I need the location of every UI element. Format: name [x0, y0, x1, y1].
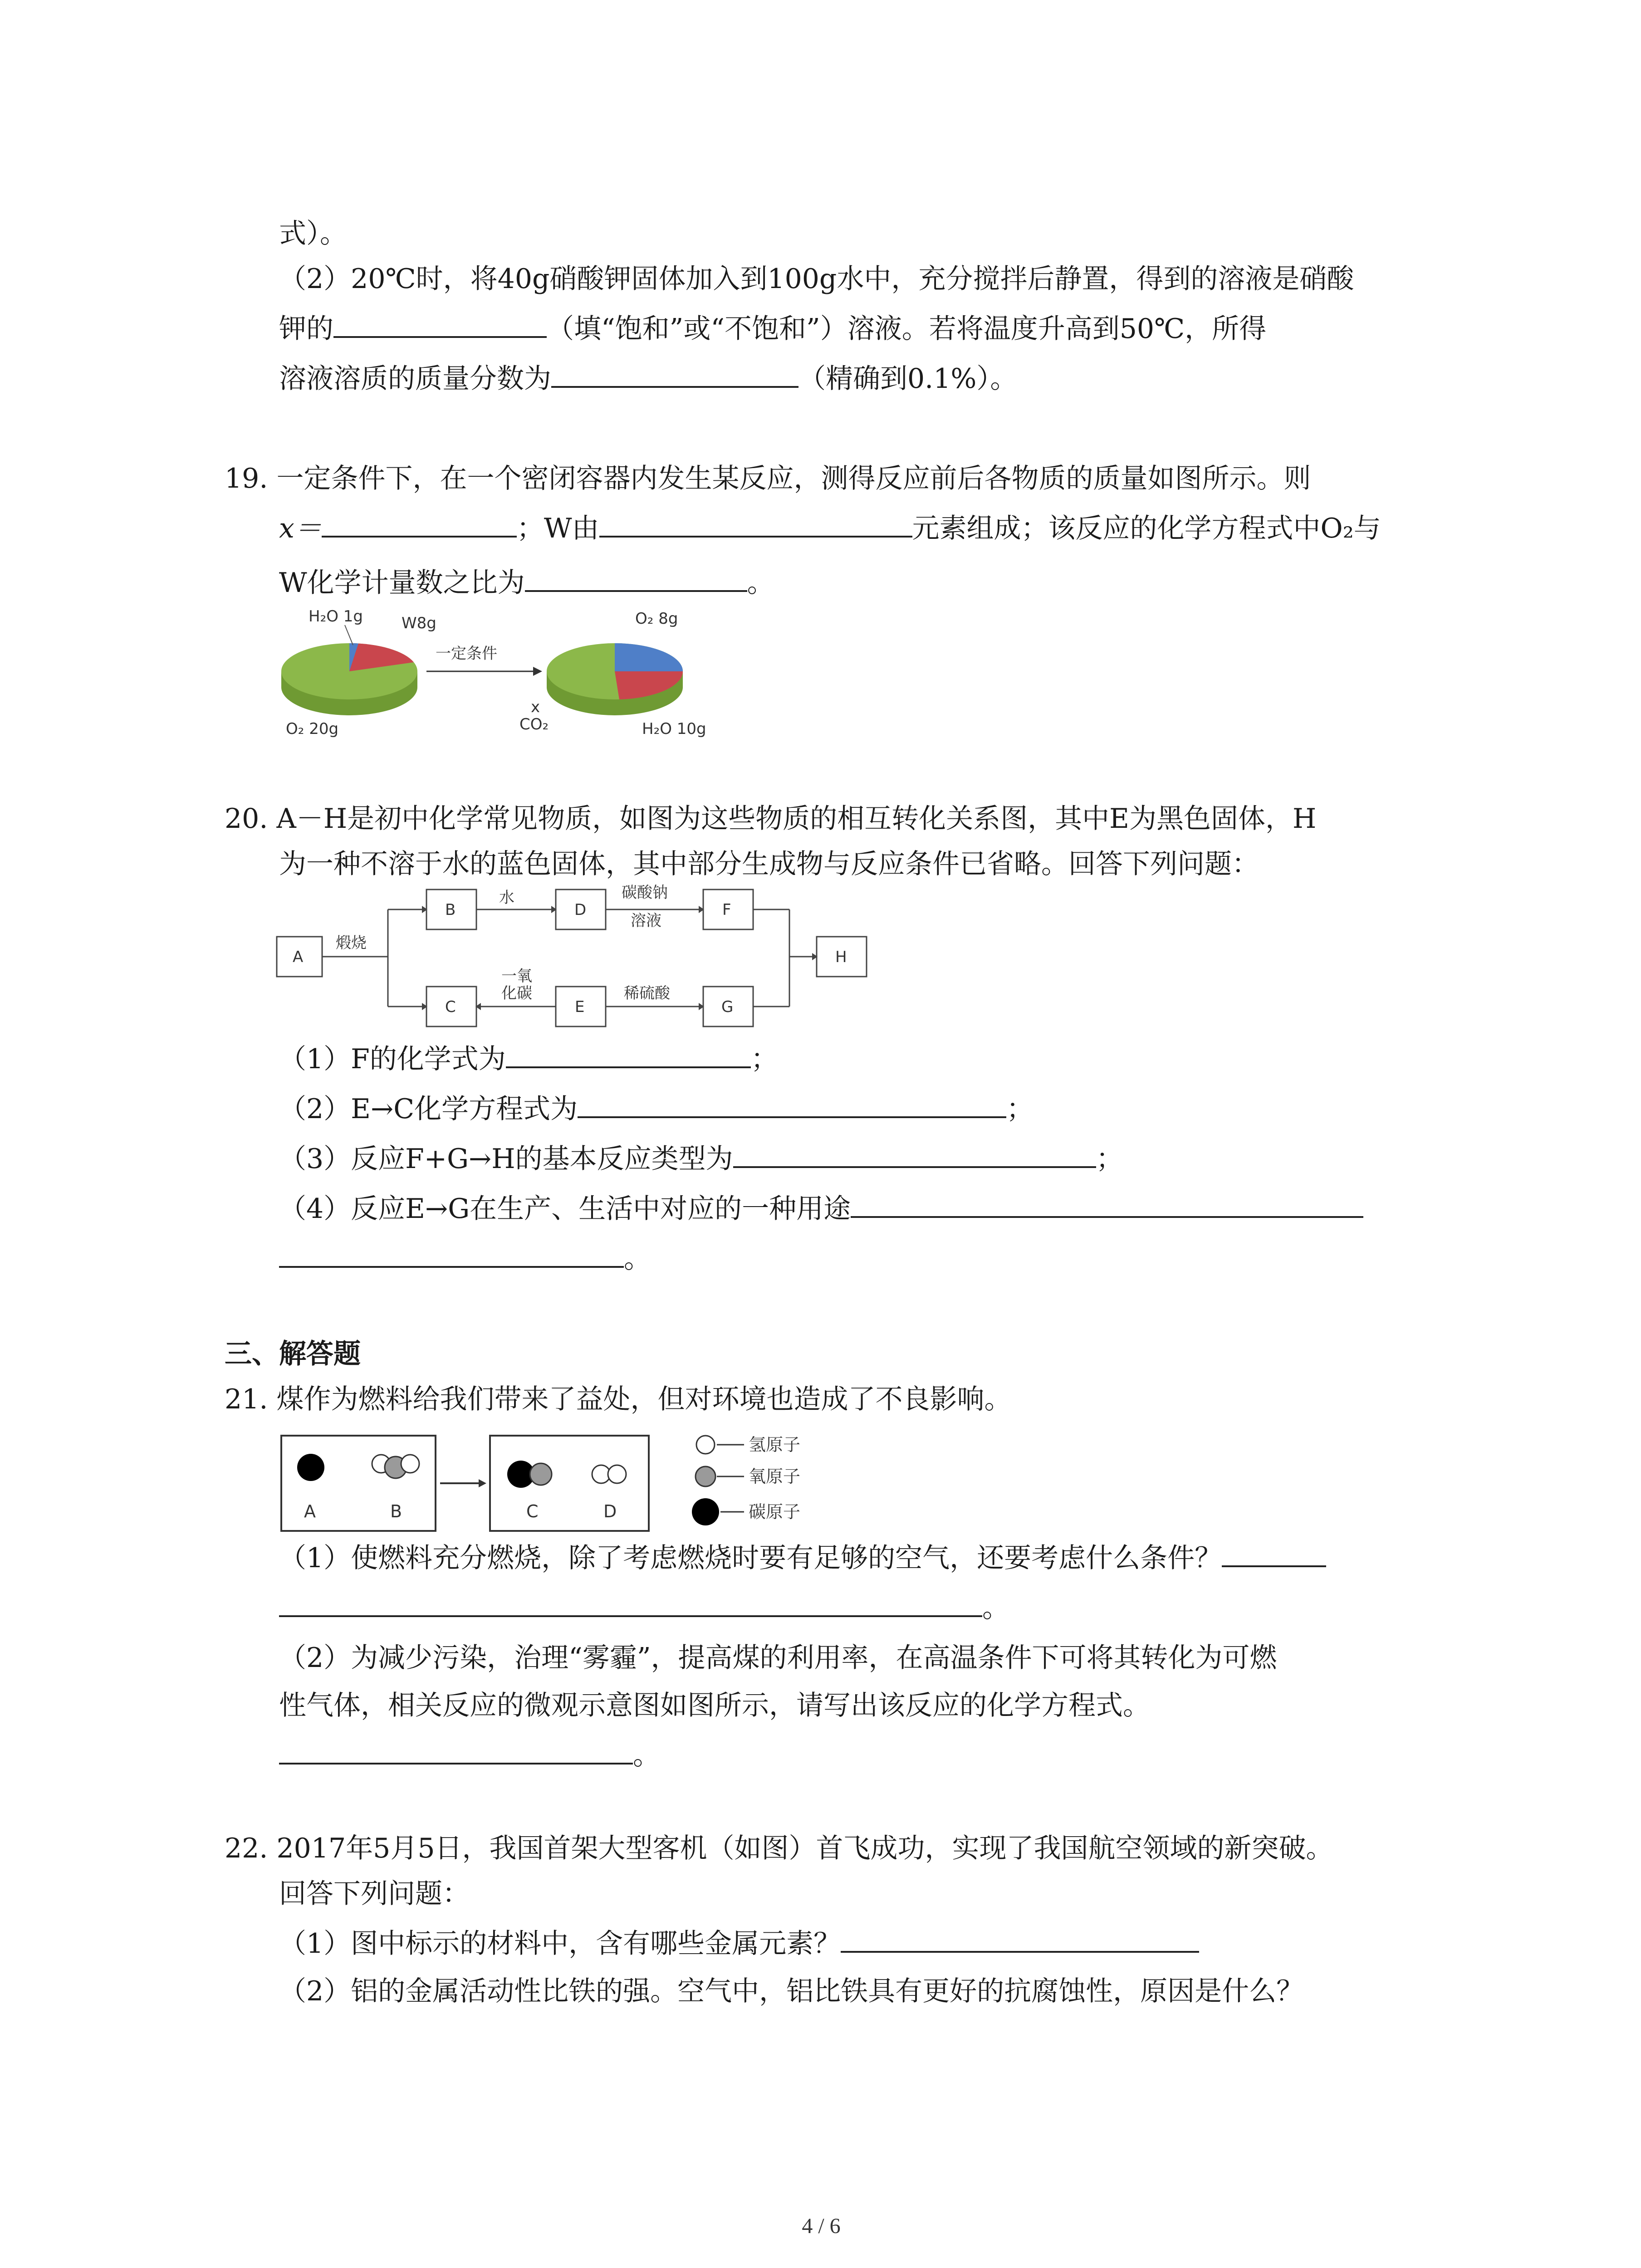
q20-blank-4a[interactable] — [851, 1189, 1363, 1218]
q20-line-2: 为一种不溶于水的蓝色固体，其中部分生成物与反应条件已省略。回答下列问题： — [279, 848, 1259, 880]
q21-part-1-end: 。 — [982, 1592, 1009, 1624]
node-D: D — [574, 901, 587, 919]
node-E: E — [575, 998, 585, 1016]
q21-part-1-text: （1）使燃料充分燃烧，除了考虑燃烧时要有足够的空气，还要考虑什么条件？ — [279, 1542, 1222, 1574]
legend-carbon-label: 碳原子 — [749, 1502, 801, 1522]
molecule-C-oxygen — [530, 1463, 552, 1485]
label-A: A — [304, 1501, 316, 1521]
section-3-title: 三、解答题 — [225, 1338, 361, 1370]
label-B: B — [390, 1501, 402, 1521]
q21-blank-1a[interactable] — [1222, 1538, 1326, 1567]
label-na2co3-2: 溶液 — [631, 912, 661, 930]
q20-part-1-end: ； — [750, 1043, 778, 1075]
q18-line-4b: （精确到0.1%）。 — [798, 363, 1018, 395]
q21-part-2-answer — [279, 1735, 660, 1776]
q21-part-1 — [279, 1538, 1326, 1579]
q20-blank-3[interactable] — [733, 1139, 1096, 1168]
q19-line-3a: W化学计量数之比为 — [279, 567, 525, 599]
q18-line-4a: 溶液溶质的质量分数为 — [279, 363, 551, 395]
q19-line-2 — [279, 508, 1381, 549]
q20-line-1: 20. A－H是初中化学常见物质，如图为这些物质的相互转化关系图，其中E为黑色固体，H — [225, 803, 1317, 835]
label-D: D — [603, 1501, 617, 1521]
legend-carbon-icon — [692, 1498, 719, 1525]
label-after-x: x — [531, 698, 540, 716]
q19-pie-figure — [272, 603, 726, 744]
q20-flow-diagram — [272, 882, 885, 1036]
q20-part-3 — [279, 1139, 1123, 1179]
q20-part-4-text: （4）反应E→G在生产、生活中对应的一种用途 — [279, 1193, 851, 1225]
label-after-co2: CO₂ — [519, 715, 549, 733]
q20-blank-1[interactable] — [506, 1039, 751, 1068]
q20-part-2 — [279, 1089, 1034, 1129]
q19-blank-x[interactable] — [322, 508, 517, 538]
q19-line-2b: ；W由 — [516, 513, 599, 544]
q21-blank-1b[interactable] — [279, 1588, 982, 1617]
pie-before — [281, 607, 436, 738]
q19-blank-ratio[interactable] — [525, 563, 747, 592]
q19-line-1: 19. 一定条件下，在一个密闭容器内发生某反应，测得反应前后各物质的质量如图所示。则 — [225, 463, 1311, 494]
q21-line-1: 21. 煤作为燃料给我们带来了益处，但对环境也造成了不良影响。 — [225, 1383, 1012, 1415]
q21-part-2-end: 。 — [633, 1740, 660, 1771]
q21-micro-diagram — [272, 1431, 862, 1540]
q19-blank-elements[interactable] — [599, 508, 912, 538]
label-condition: 一定条件 — [436, 645, 497, 663]
label-after-h2o: H₂O 10g — [642, 720, 706, 738]
q20-part-4-cont — [279, 1238, 651, 1279]
q18-line-3a: 钾的 — [279, 313, 333, 345]
q21-part-1-cont — [279, 1588, 1009, 1628]
node-H: H — [835, 948, 847, 966]
q19-line-2a: x＝ — [279, 513, 322, 544]
label-C: C — [526, 1501, 539, 1521]
q22-blank-1[interactable] — [841, 1924, 1199, 1953]
q22-part-2: （2）铝的金属活动性比铁的强。空气中，铝比铁具有更好的抗腐蚀性，原因是什么？ — [279, 1975, 1304, 2007]
q22-line-1: 22. 2017年5月5日，我国首架大型客机（如图）首飞成功，实现了我国航空领域的新突破。 — [225, 1833, 1333, 1864]
q22-part-1-text: （1）图中标示的材料中，含有哪些金属元素？ — [279, 1928, 841, 1960]
q20-part-1 — [279, 1039, 778, 1080]
node-A: A — [293, 948, 304, 966]
legend-oxygen-icon — [696, 1466, 715, 1486]
q18-line-2: （2）20℃时，将40g硝酸钾固体加入到100g水中，充分搅拌后静置，得到的溶液是硝酸 — [279, 263, 1354, 295]
node-B: B — [445, 901, 456, 919]
q19-line-2c: 元素组成；该反应的化学方程式中O₂与 — [912, 513, 1381, 544]
q20-part-2-text: （2）E→C化学方程式为 — [279, 1093, 578, 1125]
label-co-2: 化碳 — [501, 984, 532, 1002]
q20-part-1-text: （1）F的化学式为 — [279, 1043, 506, 1075]
legend-oxygen-label: 氧原子 — [749, 1466, 801, 1486]
molecule-A-carbon — [297, 1454, 324, 1481]
pie-after — [519, 610, 706, 738]
q21-blank-2[interactable] — [279, 1735, 633, 1765]
label-water: 水 — [499, 889, 514, 907]
q18-line-3b: （填“饱和”或“不饱和”）溶液。若将温度升高到50℃，所得 — [547, 313, 1267, 345]
q20-blank-2[interactable] — [578, 1089, 1006, 1118]
q22-part-1 — [279, 1923, 1199, 1964]
q22-line-2: 回答下列问题： — [279, 1878, 470, 1910]
q18-line-1: 式）。 — [279, 218, 347, 249]
pie-after-slice-o2 — [615, 643, 683, 671]
q18-line-3 — [279, 308, 1266, 349]
label-before-h2o: H₂O 1g — [309, 607, 363, 626]
node-G: G — [721, 998, 734, 1016]
q18-blank-1[interactable] — [333, 309, 547, 338]
label-calcine: 煅烧 — [336, 934, 367, 952]
q20-part-4 — [279, 1188, 1363, 1229]
q20-part-3-end: ； — [1096, 1143, 1123, 1175]
q20-part-2-end: ； — [1006, 1093, 1034, 1125]
label-before-w: W8g — [402, 614, 436, 632]
q18-line-4 — [279, 358, 1017, 399]
legend-hydrogen-label: 氢原子 — [749, 1435, 801, 1455]
label-na2co3-1: 碳酸钠 — [622, 884, 668, 902]
label-h2so4: 稀硫酸 — [624, 984, 670, 1002]
q20-part-4-end: 。 — [624, 1243, 651, 1275]
molecule-D-hydrogen-2 — [608, 1465, 626, 1483]
node-C: C — [445, 998, 456, 1016]
q21-part-2b: 性气体，相关反应的微观示意图如图所示，请写出该反应的化学方程式。 — [279, 1690, 1150, 1721]
q21-part-2a: （2）为减少污染，治理“雾霾”，提高煤的利用率，在高温条件下可将其转化为可燃 — [279, 1642, 1277, 1674]
node-F: F — [722, 901, 731, 919]
q20-part-3-text: （3）反应F+G→H的基本反应类型为 — [279, 1143, 733, 1175]
q19-line-3b: 。 — [747, 567, 774, 599]
molecule-B-hydrogen-2 — [401, 1455, 419, 1473]
label-after-o2: O₂ 8g — [635, 610, 678, 628]
q19-line-3 — [279, 562, 774, 603]
q18-blank-2[interactable] — [551, 359, 798, 388]
page-number: 4 / 6 — [802, 2214, 841, 2238]
label-co-1: 一氧 — [501, 967, 532, 985]
q20-blank-4b[interactable] — [279, 1239, 624, 1268]
label-before-o2: O₂ 20g — [286, 720, 339, 738]
legend-hydrogen-icon — [696, 1436, 715, 1454]
